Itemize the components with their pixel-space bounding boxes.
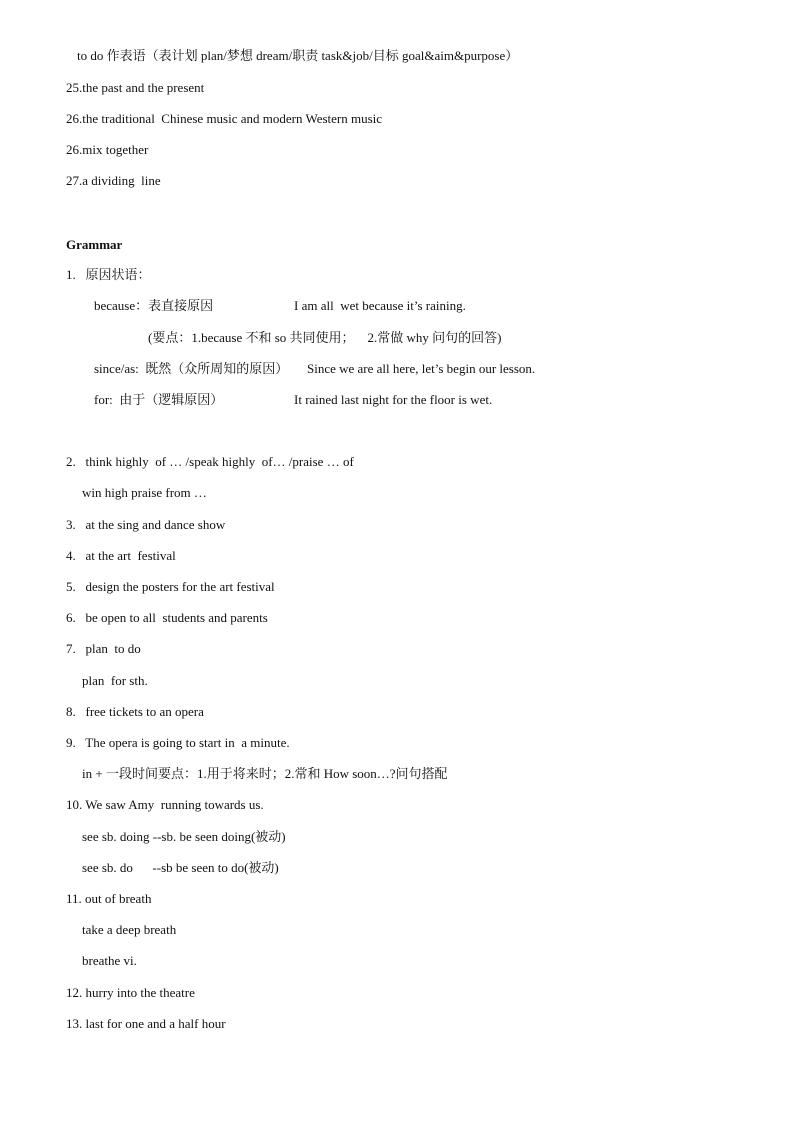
grammar-item-11-sub-b: breathe vi. [82,953,137,968]
since-example: Since we are all here, let’s begin our lesson. [307,361,536,376]
grammar-item-10-sub-a: see sb. doing --sb. be seen doing(被动) [82,829,286,844]
grammar-item-12: 12. hurry into the theatre [66,985,195,1000]
grammar-item-11: 11. out of breath [66,891,152,906]
grammar-item-6: 6. be open to all students and parents [66,610,268,625]
vocab-item-25: 25.the past and the present [66,80,205,95]
grammar-item-7-sub: plan for sth. [82,673,148,688]
because-note: (要点：1.because 不和 so 共同使用； 2.常做 why 问句的回答) [148,330,502,345]
text-line: to do 作表语（表计划 plan/梦想 dream/职责 task&job/目标 goal&aim&purpose） [77,48,519,63]
grammar-item-2: 2. think highly of … /speak highly of… /praise … of [66,454,354,469]
for-example: It rained last night for the floor is wet. [294,392,493,407]
because-example: I am all wet because it’s raining. [294,298,466,313]
vocab-item-26a: 26.the traditional Chinese music and modern Western music [66,111,383,126]
grammar-item-5: 5. design the posters for the art festival [66,579,275,594]
grammar-item-9: 9. The opera is going to start in a minute. [66,735,290,750]
for-label: for: 由于（逻辑原因） [94,392,224,407]
grammar-item-13: 13. last for one and a half hour [66,1016,226,1031]
grammar-item-10-sub-b: see sb. do --sb be seen to do(被动) [82,860,279,875]
vocab-item-26b: 26.mix together [66,142,149,157]
grammar-item-8: 8. free tickets to an opera [66,704,204,719]
grammar-item-2-sub: win high praise from … [82,485,207,500]
because-label: because：表直接原因 [94,298,214,313]
grammar-item-9-note: in + 一段时间要点：1.用于将来时；2.常和 How soon…?问句搭配 [82,766,448,781]
grammar-item-3: 3. at the sing and dance show [66,517,226,532]
vocab-item-27: 27.a dividing line [66,173,161,188]
since-label: since/as: 既然（众所周知的原因） [94,361,289,376]
grammar-item-7: 7. plan to do [66,641,141,656]
grammar-item-11-sub-a: take a deep breath [82,922,177,937]
grammar-item-1: 1. 原因状语： [66,267,151,282]
grammar-heading: Grammar [66,237,123,252]
grammar-item-10: 10. We saw Amy running towards us. [66,797,264,812]
grammar-item-4: 4. at the art festival [66,548,176,563]
